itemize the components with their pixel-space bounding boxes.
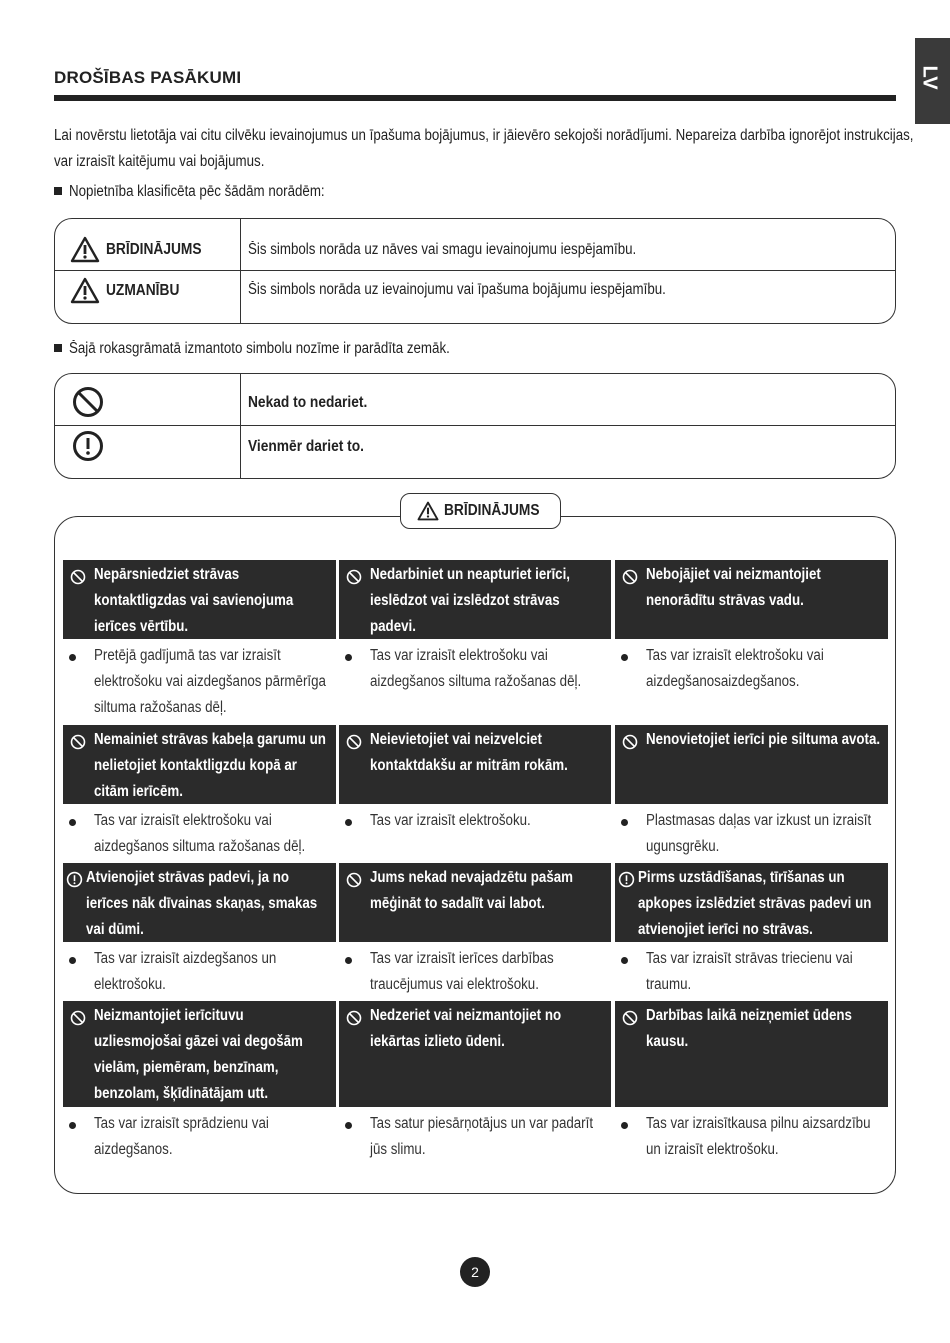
- warning-header: [339, 560, 611, 639]
- warning-body: [63, 804, 336, 863]
- warning-heading: [400, 493, 561, 529]
- symbol-description: [248, 394, 387, 412]
- table-divider: [55, 270, 895, 271]
- bullet-dot-icon: [345, 654, 352, 661]
- bullet-dot-icon: [621, 819, 628, 826]
- warning-body-text: Pretējā gadījumā tas var izraisīt elektrošoku vai aizdegšanos pārmērīga siltuma ražošanas dēļ.: [94, 647, 326, 716]
- exclamation-circle-icon: [618, 871, 635, 897]
- warning-body-text: Tas var izraisīt elektrošoku vai aizdegšanos siltuma ražošanas dēļ.: [94, 812, 306, 855]
- bullet-dot-icon: [621, 654, 628, 661]
- warning-header: [339, 863, 611, 942]
- warning-header-text: Jums nekad nevajadzētu pašam mēģināt to sadalīt vai labot.: [370, 869, 574, 912]
- bullet-dot-icon: [621, 1122, 628, 1129]
- exclamation-circle-icon: [72, 430, 104, 462]
- warning-body: [339, 1107, 611, 1167]
- symbol-description-text: Vienmēr dariet to.: [248, 438, 364, 455]
- warning-header: [63, 1001, 336, 1107]
- bullet-dot-icon: [69, 654, 76, 661]
- warning-body: [615, 804, 888, 863]
- prohibited-icon: [346, 1009, 362, 1035]
- warning-header-text: Nebojājiet vai neizmantojiet nenorādītu strāvas vadu.: [646, 566, 821, 609]
- prohibited-icon: [622, 568, 638, 594]
- warning-body-text: Tas var izraisīt ierīces darbības traucējumus vai elektrošoku.: [370, 950, 554, 993]
- severity-description: [248, 281, 734, 299]
- warning-body-text: Tas satur piesārņotājus un var padarīt jūs slimu.: [370, 1115, 594, 1158]
- warning-body-text: Tas var izraisīt elektrošoku vai aizdegšanos siltuma ražošanas dēļ.: [370, 647, 582, 690]
- prohibited-icon: [346, 733, 362, 759]
- warning-header: [615, 725, 888, 804]
- severity-note: [54, 183, 366, 201]
- warning-header-text: Atvienojiet strāvas padevi, ja no ierīces nāk dīvainas skaņas, smakas vai dūmi.: [86, 869, 318, 938]
- warning-header-text: Nedarbiniet un neapturiet ierīci, ieslēdzot vai izslēdzot strāvas padevi.: [370, 566, 570, 635]
- severity-table: [54, 218, 896, 324]
- severity-description: [248, 241, 699, 259]
- warning-header-text: Nenovietojiet ierīci pie siltuma avota.: [646, 731, 881, 748]
- table-divider: [55, 425, 895, 426]
- warning-header-text: Nedzeriet vai neizmantojiet no iekārtas izlieto ūdeni.: [370, 1007, 562, 1050]
- warning-body-text: Tas var izraisīt elektrošoku.: [370, 812, 531, 829]
- warning-body: [339, 804, 611, 863]
- intro-text: Lai novērstu lietotāja vai citu cilvēku ievainojumus un īpašuma bojājumus, ir jāievēro sekojoši norādījumi. Nepareiza darbība ignorējot instrukcijas, var izraisīt kaitējumu vai bojājumus.: [54, 127, 914, 170]
- square-bullet-icon: [54, 187, 62, 195]
- warning-body: [339, 942, 611, 1001]
- intro-paragraph: [54, 123, 914, 175]
- severity-label: BRĪDINĀJUMS: [106, 240, 202, 258]
- symbols-note: [54, 340, 512, 358]
- warning-header: [63, 725, 336, 804]
- language-code: LV: [918, 65, 941, 90]
- severity-note-text: Nopietnība klasificēta pēc šādām norādēm:: [69, 183, 325, 200]
- prohibited-icon: [70, 568, 86, 594]
- warning-body: [63, 942, 336, 1001]
- warning-body-text: Tas var izraisīt elektrošoku vai aizdegšanosaizdegšanos.: [646, 647, 824, 690]
- symbol-description: [248, 438, 383, 456]
- warning-body: [63, 639, 336, 725]
- table-divider: [240, 374, 241, 478]
- severity-description-text: Šis simbols norāda uz nāves vai smagu ievainojumu iespējamību.: [248, 241, 637, 258]
- warning-header-text: Darbības laikā neizņemiet ūdens kausu.: [646, 1007, 852, 1050]
- page-number: 2: [460, 1257, 490, 1287]
- prohibited-icon: [70, 733, 86, 759]
- bullet-dot-icon: [69, 819, 76, 826]
- warning-body-text: Tas var izraisīt sprādzienu vai aizdegšanos.: [94, 1115, 269, 1158]
- prohibited-icon: [70, 1009, 86, 1035]
- symbols-table: [54, 373, 896, 479]
- warning-header: [63, 863, 336, 942]
- bullet-dot-icon: [621, 957, 628, 964]
- warning-header-text: Nepārsniedziet strāvas kontaktligzdas vai savienojuma ierīces vērtību.: [94, 566, 294, 635]
- bullet-dot-icon: [69, 957, 76, 964]
- warning-header-text: Pirms uzstādīšanas, tīrīšanas un apkopes izslēdziet strāvas padevi un atvienojiet ierīci no strāvas.: [638, 869, 872, 938]
- prohibited-icon: [346, 568, 362, 594]
- language-tab: [915, 38, 950, 124]
- warning-header-text: Neizmantojiet ierīcituvu uzliesmojošai gāzei vai degošām vielām, piemēram, benzīnam, benzolam, šķīdinātājam utt.: [94, 1007, 303, 1102]
- title-divider: [54, 95, 896, 101]
- warning-body: [615, 1107, 888, 1167]
- prohibited-icon: [622, 733, 638, 759]
- prohibited-icon: [346, 871, 362, 897]
- bullet-dot-icon: [345, 1122, 352, 1129]
- warning-body: [615, 942, 888, 1001]
- warning-triangle-icon: [70, 277, 100, 304]
- severity-row-warning: [70, 236, 217, 263]
- severity-description-text: Šis simbols norāda uz ievainojumu vai īpašuma bojājumu iespējamību.: [248, 281, 666, 298]
- symbol-description-text: Nekad to nedariet.: [248, 394, 368, 411]
- severity-label: UZMANĪBU: [106, 281, 180, 299]
- warning-header-text: Nemainiet strāvas kabeļa garumu un nelietojiet kontaktligzdu kopā ar citām ierīcēm.: [94, 731, 326, 800]
- prohibited-icon: [72, 386, 104, 418]
- warning-body-text: Plastmasas daļas var izkust un izraisīt ugunsgrēku.: [646, 812, 872, 855]
- warning-body: [339, 639, 611, 725]
- page-title: DROŠĪBAS PASĀKUMI: [54, 68, 242, 87]
- warning-heading-text: BRĪDINĀJUMS: [444, 502, 541, 519]
- square-bullet-icon: [54, 344, 62, 352]
- table-divider: [240, 219, 241, 323]
- warning-triangle-icon: [417, 501, 439, 521]
- warning-header: [63, 560, 336, 639]
- warning-header: [339, 1001, 611, 1107]
- warning-body-text: Tas var izraisīt strāvas triecienu vai traumu.: [646, 950, 853, 993]
- symbols-note-text: Šajā rokasgrāmatā izmantoto simbolu nozīme ir parādīta zemāk.: [69, 340, 450, 357]
- warning-body: [615, 639, 888, 725]
- bullet-dot-icon: [345, 819, 352, 826]
- warning-triangle-icon: [70, 236, 100, 263]
- warning-header-text: Neievietojiet vai neizvelciet kontaktdakšu ar mitrām rokām.: [370, 731, 568, 774]
- prohibited-icon: [622, 1009, 638, 1035]
- bullet-dot-icon: [69, 1122, 76, 1129]
- warning-body: [63, 1107, 336, 1167]
- warning-header: [615, 560, 888, 639]
- warning-header: [615, 1001, 888, 1107]
- warning-body-text: Tas var izraisītkausa pilnu aizsardzību un izraisīt elektrošoku.: [646, 1115, 871, 1158]
- warning-header: [615, 863, 888, 942]
- bullet-dot-icon: [345, 957, 352, 964]
- exclamation-circle-icon: [66, 871, 83, 897]
- severity-row-caution: [70, 277, 191, 304]
- warning-body-text: Tas var izraisīt aizdegšanos un elektrošoku.: [94, 950, 277, 993]
- warning-header: [339, 725, 611, 804]
